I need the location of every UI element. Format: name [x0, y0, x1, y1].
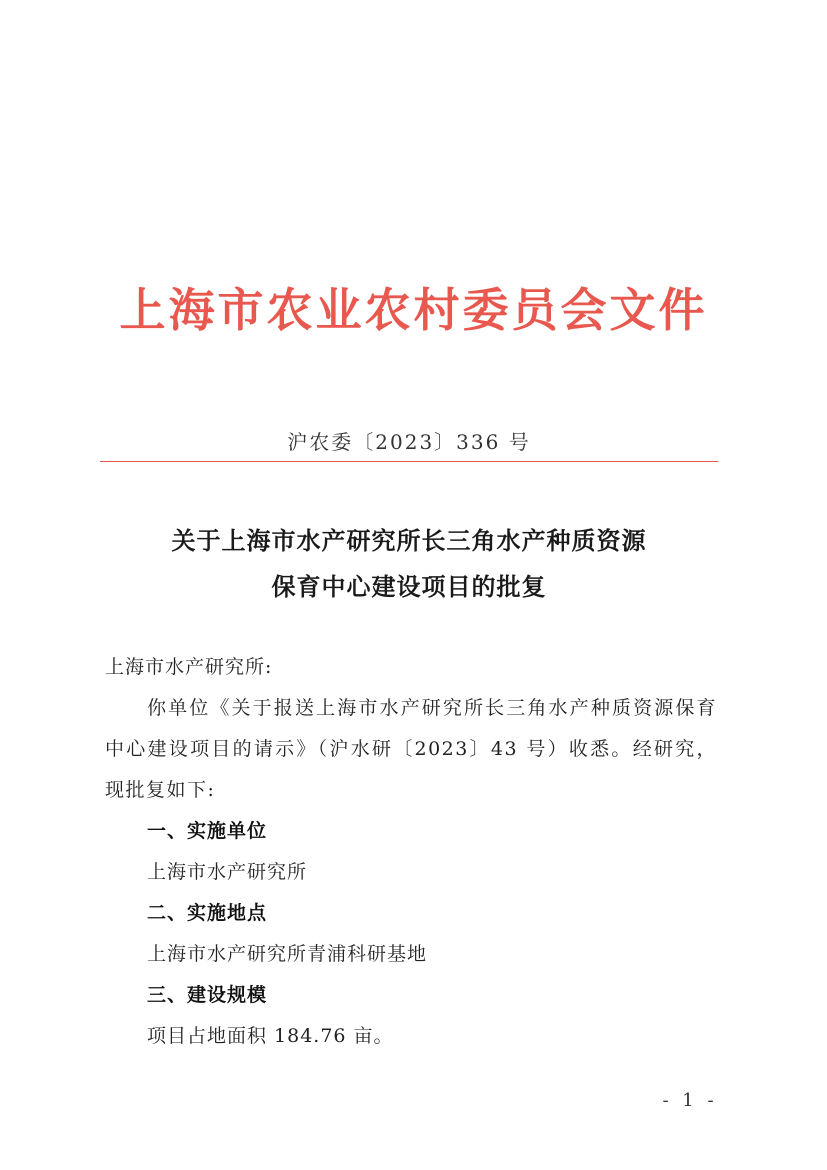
document-title [100, 518, 718, 610]
section-heading-implementing-unit: 一、实施单位 [147, 820, 268, 842]
section-content-implementing-unit: 上海市水产研究所 [147, 861, 308, 883]
document-body [105, 647, 717, 1057]
document-number: 沪农委〔2023〕336 号 [287, 430, 531, 454]
section-content-scale: 项目占地面积 184.76 亩。 [147, 1025, 394, 1047]
red-separator-line [100, 461, 718, 462]
section-heading-location: 二、实施地点 [147, 902, 268, 924]
recipient: 上海市水产研究所: [105, 656, 273, 678]
issuer-header: 上海市农业农村委员会文件 [119, 283, 708, 337]
section-heading-scale: 三、建设规模 [147, 984, 268, 1006]
intro-paragraph: 你单位《关于报送上海市水产研究所长三角水产种质资源保育中心建设项目的请示》（沪水研〔2023〕43 号）收悉。经研究，现批复如下: [105, 697, 717, 801]
page-number: - 1 - [662, 1090, 718, 1111]
title-line-2: 保育中心建设项目的批复 [271, 572, 547, 601]
title-line-1: 关于上海市水产研究所长三角水产种质资源 [171, 526, 647, 555]
section-content-location: 上海市水产研究所青浦科研基地 [147, 943, 428, 965]
